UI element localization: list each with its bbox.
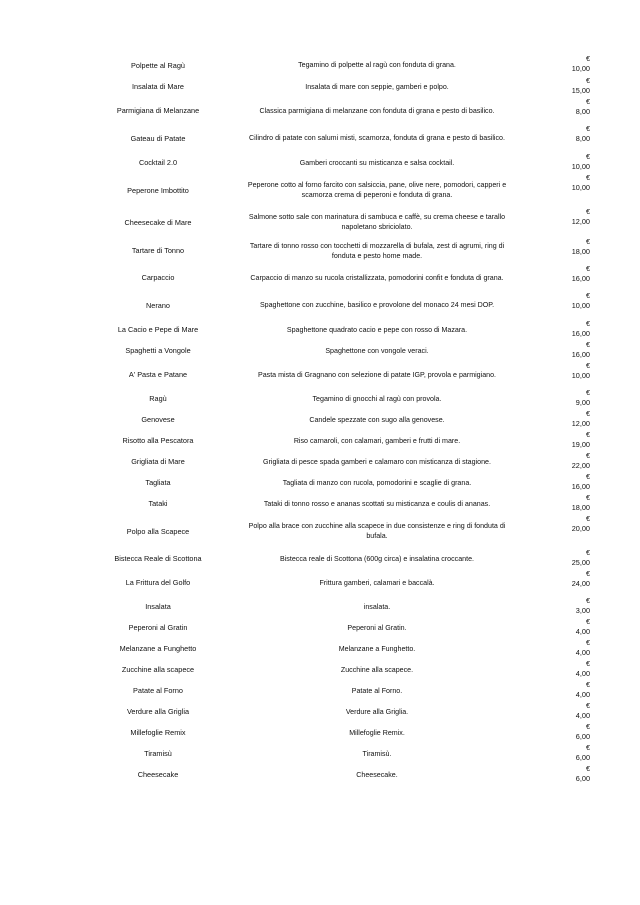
currency-symbol: € <box>585 76 590 85</box>
menu-item-description: Zucchine alla scapece. <box>340 665 414 674</box>
menu-item-name: Nerano <box>146 300 170 310</box>
menu-item-name: Insalata <box>145 602 171 611</box>
menu-item <box>100 54 600 76</box>
menu-item-description: Gamberi croccanti su misticanza e salsa cocktail. <box>299 158 455 167</box>
menu-item-description: Tataki di tonno rosso e ananas scottati su misticanza e coulis di ananas. <box>263 499 491 508</box>
menu-item-description: Tegamino di gnocchi al ragù con provola. <box>312 394 442 403</box>
price-amount: 24,00 <box>571 579 590 588</box>
currency-symbol: € <box>585 264 590 273</box>
menu-item-name: Verdure alla Griglia <box>126 707 190 716</box>
menu-item-name: Melanzane a Funghetto <box>119 644 197 653</box>
menu-item-name: A' Pasta e Patane <box>128 370 188 379</box>
price-amount: 3,00 <box>575 606 590 615</box>
menu-item-description: Cheesecake. <box>356 770 398 779</box>
price-amount: 6,00 <box>575 732 590 741</box>
menu-item-price <box>576 743 590 763</box>
price-amount: 4,00 <box>575 711 590 720</box>
price-amount: 4,00 <box>575 690 590 699</box>
menu-item <box>100 207 600 237</box>
menu-item <box>100 97 600 124</box>
price-amount: 10,00 <box>571 64 590 73</box>
menu-item-price <box>572 319 590 339</box>
menu-item <box>100 451 600 472</box>
menu-item-price <box>572 340 590 360</box>
menu-item-name: Tiramisù <box>144 749 172 758</box>
menu-item-description: Millefoglie Remix. <box>349 728 405 737</box>
currency-symbol: € <box>585 743 590 752</box>
currency-symbol: € <box>585 493 590 502</box>
menu-item-description: Peperone cotto al forno farcito con salsiccia, pane, olive nere, pomodori, capperi e scamorza crema di peperoni e fonduta di grana. <box>247 181 507 199</box>
menu-item-price <box>572 207 590 227</box>
price-amount: 22,00 <box>571 461 590 470</box>
price-amount: 6,00 <box>575 753 590 762</box>
menu-item-name: Millefoglie Remix <box>130 728 186 737</box>
menu-item <box>100 617 600 638</box>
price-amount: 18,00 <box>571 247 590 256</box>
menu-item-description: Tartare di tonno rosso con tocchetti di mozzarella di bufala, zest di agrumi, ring di fonduta e pesto home made. <box>249 241 505 260</box>
menu-item-description: Frittura gamberi, calamari e baccalà. <box>319 578 435 587</box>
currency-symbol: € <box>585 596 590 605</box>
menu-item <box>100 722 600 743</box>
price-amount: 25,00 <box>571 558 590 567</box>
menu-item <box>100 291 600 319</box>
menu-item-name: Risotto alla Pescatora <box>122 436 194 445</box>
menu-item <box>100 124 600 152</box>
menu-item-description: Riso carnaroli, con calamari, gamberi e frutti di mare. <box>293 436 461 445</box>
menu-item-name: Cocktail 2.0 <box>138 158 178 167</box>
currency-symbol: € <box>585 722 590 731</box>
menu-item <box>100 472 600 493</box>
price-amount: 4,00 <box>575 648 590 657</box>
price-amount: 12,00 <box>571 217 590 226</box>
menu-item-price <box>576 659 590 679</box>
menu-item-description: Patate al Forno. <box>351 686 403 695</box>
menu-item-description: Tegamino di polpette al ragù con fonduta di grana. <box>298 61 456 69</box>
price-amount: 15,00 <box>571 86 590 95</box>
menu-item-name: Carpaccio <box>141 273 175 282</box>
menu-item-price <box>576 124 590 144</box>
currency-symbol: € <box>585 54 590 63</box>
currency-symbol: € <box>585 548 590 557</box>
menu-item-description: Cilindro di patate con salumi misti, scamorza, fonduta di grana e pesto di basilico. <box>249 134 505 142</box>
currency-symbol: € <box>585 638 590 647</box>
currency-symbol: € <box>585 409 590 418</box>
menu-item-description: Melanzane a Funghetto. <box>338 644 416 653</box>
menu-item-name: Cheesecake di Mare <box>124 217 192 227</box>
price-amount: 12,00 <box>571 419 590 428</box>
menu-item <box>100 319 600 340</box>
currency-symbol: € <box>585 291 590 300</box>
menu-item-price <box>576 680 590 700</box>
menu-item-description: Verdure alla Griglia. <box>345 707 409 716</box>
currency-symbol: € <box>585 152 590 161</box>
menu-item-description: Insalata di mare con seppie, gamberi e polpo. <box>305 82 449 91</box>
price-amount: 20,00 <box>571 524 590 533</box>
menu-item-name: Patate al Forno <box>133 686 183 695</box>
price-amount: 6,00 <box>575 774 590 783</box>
menu-item-description: Tagliata di manzo con rucola, pomodorini e scaglie di grana. <box>282 478 472 487</box>
menu-item-description: Bistecca reale di Scottona (600g circa) e insalatina croccante. <box>280 554 474 563</box>
menu-item <box>100 548 600 569</box>
currency-symbol: € <box>585 237 590 246</box>
menu-item-price <box>572 409 590 429</box>
currency-symbol: € <box>585 173 590 182</box>
menu-item-price <box>572 514 590 534</box>
currency-symbol: € <box>585 514 590 523</box>
menu-item-name: Insalata di Mare <box>132 82 184 91</box>
menu-item-name: Spaghetti a Vongole <box>125 346 191 355</box>
menu-item <box>100 701 600 722</box>
menu-item-description: Classica parmigiana di melanzane con fonduta di grana e pesto di basilico. <box>259 106 495 115</box>
menu-item <box>100 743 600 764</box>
price-amount: 10,00 <box>571 162 590 171</box>
menu-item-price <box>572 472 590 492</box>
menu-item-name: La Cacio e Pepe di Mare <box>117 325 199 334</box>
menu-item <box>100 493 600 514</box>
price-amount: 8,00 <box>575 134 590 143</box>
menu-item-description: Spaghettone con vongole veraci. <box>325 346 429 355</box>
menu-item-name: Cheesecake <box>137 770 179 779</box>
menu-item-price <box>572 430 590 450</box>
menu-item <box>100 514 600 548</box>
price-amount: 16,00 <box>571 350 590 359</box>
currency-symbol: € <box>585 659 590 668</box>
menu-item <box>100 237 600 264</box>
menu-item-description: Polpo alla brace con zucchine alla scapece in due consistenze e ring di fonduta di bufala. <box>248 522 506 540</box>
price-amount: 10,00 <box>571 183 590 192</box>
menu-item <box>100 596 600 617</box>
currency-symbol: € <box>585 97 590 106</box>
price-amount: 9,00 <box>575 398 590 407</box>
menu-item-name: Ragù <box>149 394 167 403</box>
menu-item-price <box>576 617 590 637</box>
menu-item-description: Spaghettone quadrato cacio e pepe con rosso di Mazara. <box>286 325 468 334</box>
menu-item <box>100 764 600 785</box>
menu-item-description: Carpaccio di manzo su rucola cristallizzata, pomodorini confit e fonduta di grana. <box>250 273 504 282</box>
menu-item <box>100 430 600 451</box>
menu-item-name: Tartare di Tonno <box>131 246 185 255</box>
price-amount: 16,00 <box>571 329 590 338</box>
menu-item-price <box>572 291 590 311</box>
menu-item-price <box>572 54 590 74</box>
menu-item-price <box>572 264 590 284</box>
menu-item-name: Polpo alla Scapece <box>126 526 190 536</box>
currency-symbol: € <box>585 319 590 328</box>
menu-item <box>100 173 600 207</box>
menu-item-price <box>576 388 590 408</box>
menu-item-name: Grigliata di Mare <box>131 457 185 466</box>
menu-item-price <box>576 638 590 658</box>
price-amount: 4,00 <box>575 627 590 636</box>
menu-item-description: Peperoni al Gratin. <box>347 623 407 632</box>
currency-symbol: € <box>585 764 590 773</box>
currency-symbol: € <box>585 451 590 460</box>
price-amount: 18,00 <box>571 503 590 512</box>
menu-item <box>100 569 600 596</box>
menu-item-description: Candele spezzate con sugo alla genovese. <box>309 415 445 424</box>
menu-item <box>100 152 600 173</box>
menu-item-price <box>572 152 590 172</box>
menu-item-description: insalata. <box>363 602 391 611</box>
price-amount: 10,00 <box>571 371 590 380</box>
menu-item-price <box>576 701 590 721</box>
menu-item <box>100 388 600 409</box>
menu-item-name: Gateau di Patate <box>130 133 186 143</box>
menu-item-price <box>576 97 590 117</box>
menu-item <box>100 76 600 97</box>
menu-item-price <box>572 361 590 381</box>
menu-item-description: Tiramisù. <box>362 749 392 758</box>
currency-symbol: € <box>585 340 590 349</box>
menu-item-price <box>576 764 590 784</box>
menu-item-name: Tataki <box>148 499 168 508</box>
currency-symbol: € <box>585 388 590 397</box>
currency-symbol: € <box>585 569 590 578</box>
currency-symbol: € <box>585 430 590 439</box>
menu-item <box>100 264 600 291</box>
currency-symbol: € <box>585 207 590 216</box>
currency-symbol: € <box>585 361 590 370</box>
menu-item-name: Peperoni al Gratin <box>128 623 188 632</box>
menu-item <box>100 409 600 430</box>
menu-item-name: La Frittura del Golfo <box>125 578 191 587</box>
menu-item-price <box>572 451 590 471</box>
menu-item-price <box>572 76 590 96</box>
menu-item-price <box>572 173 590 193</box>
menu-item-name: Tagliata <box>145 478 171 487</box>
price-amount: 10,00 <box>571 301 590 310</box>
menu-item <box>100 680 600 701</box>
menu-item-price <box>572 493 590 513</box>
menu-item-name: Peperone Imbottito <box>127 185 189 195</box>
menu-item-name: Polpette al Ragù <box>131 60 185 70</box>
menu-item-description: Spaghettone con zucchine, basilico e provolone del monaco 24 mesi DOP. <box>259 301 495 309</box>
currency-symbol: € <box>585 472 590 481</box>
menu-list <box>100 54 600 785</box>
menu-item-name: Parmigiana di Melanzane <box>116 106 200 115</box>
price-amount: 4,00 <box>575 669 590 678</box>
currency-symbol: € <box>585 124 590 133</box>
price-amount: 8,00 <box>575 107 590 116</box>
currency-symbol: € <box>585 680 590 689</box>
menu-item-description: Grigliata di pesce spada gamberi e calamaro con misticanza di stagione. <box>263 457 491 466</box>
menu-item-name: Bistecca Reale di Scottona <box>114 554 202 563</box>
menu-item-price <box>572 548 590 568</box>
menu-item <box>100 659 600 680</box>
menu-item-price <box>572 237 590 257</box>
menu-item-name: Genovese <box>141 415 175 424</box>
menu-item <box>100 340 600 361</box>
menu-item-price <box>576 596 590 616</box>
currency-symbol: € <box>585 617 590 626</box>
menu-item-name: Zucchine alla scapece <box>121 665 195 674</box>
price-amount: 16,00 <box>571 482 590 491</box>
price-amount: 19,00 <box>571 440 590 449</box>
menu-item <box>100 361 600 388</box>
menu-item <box>100 638 600 659</box>
price-amount: 16,00 <box>571 274 590 283</box>
currency-symbol: € <box>585 701 590 710</box>
menu-item-description: Pasta mista di Gragnano con selezione di patate IGP, provola e parmigiano. <box>257 370 497 379</box>
menu-item-price <box>572 569 590 589</box>
menu-item-description: Salmone sotto sale con marinatura di sambuca e caffè, su crema cheese e tarallo napoletano sbriciolato. <box>248 213 506 231</box>
menu-item-price <box>576 722 590 742</box>
